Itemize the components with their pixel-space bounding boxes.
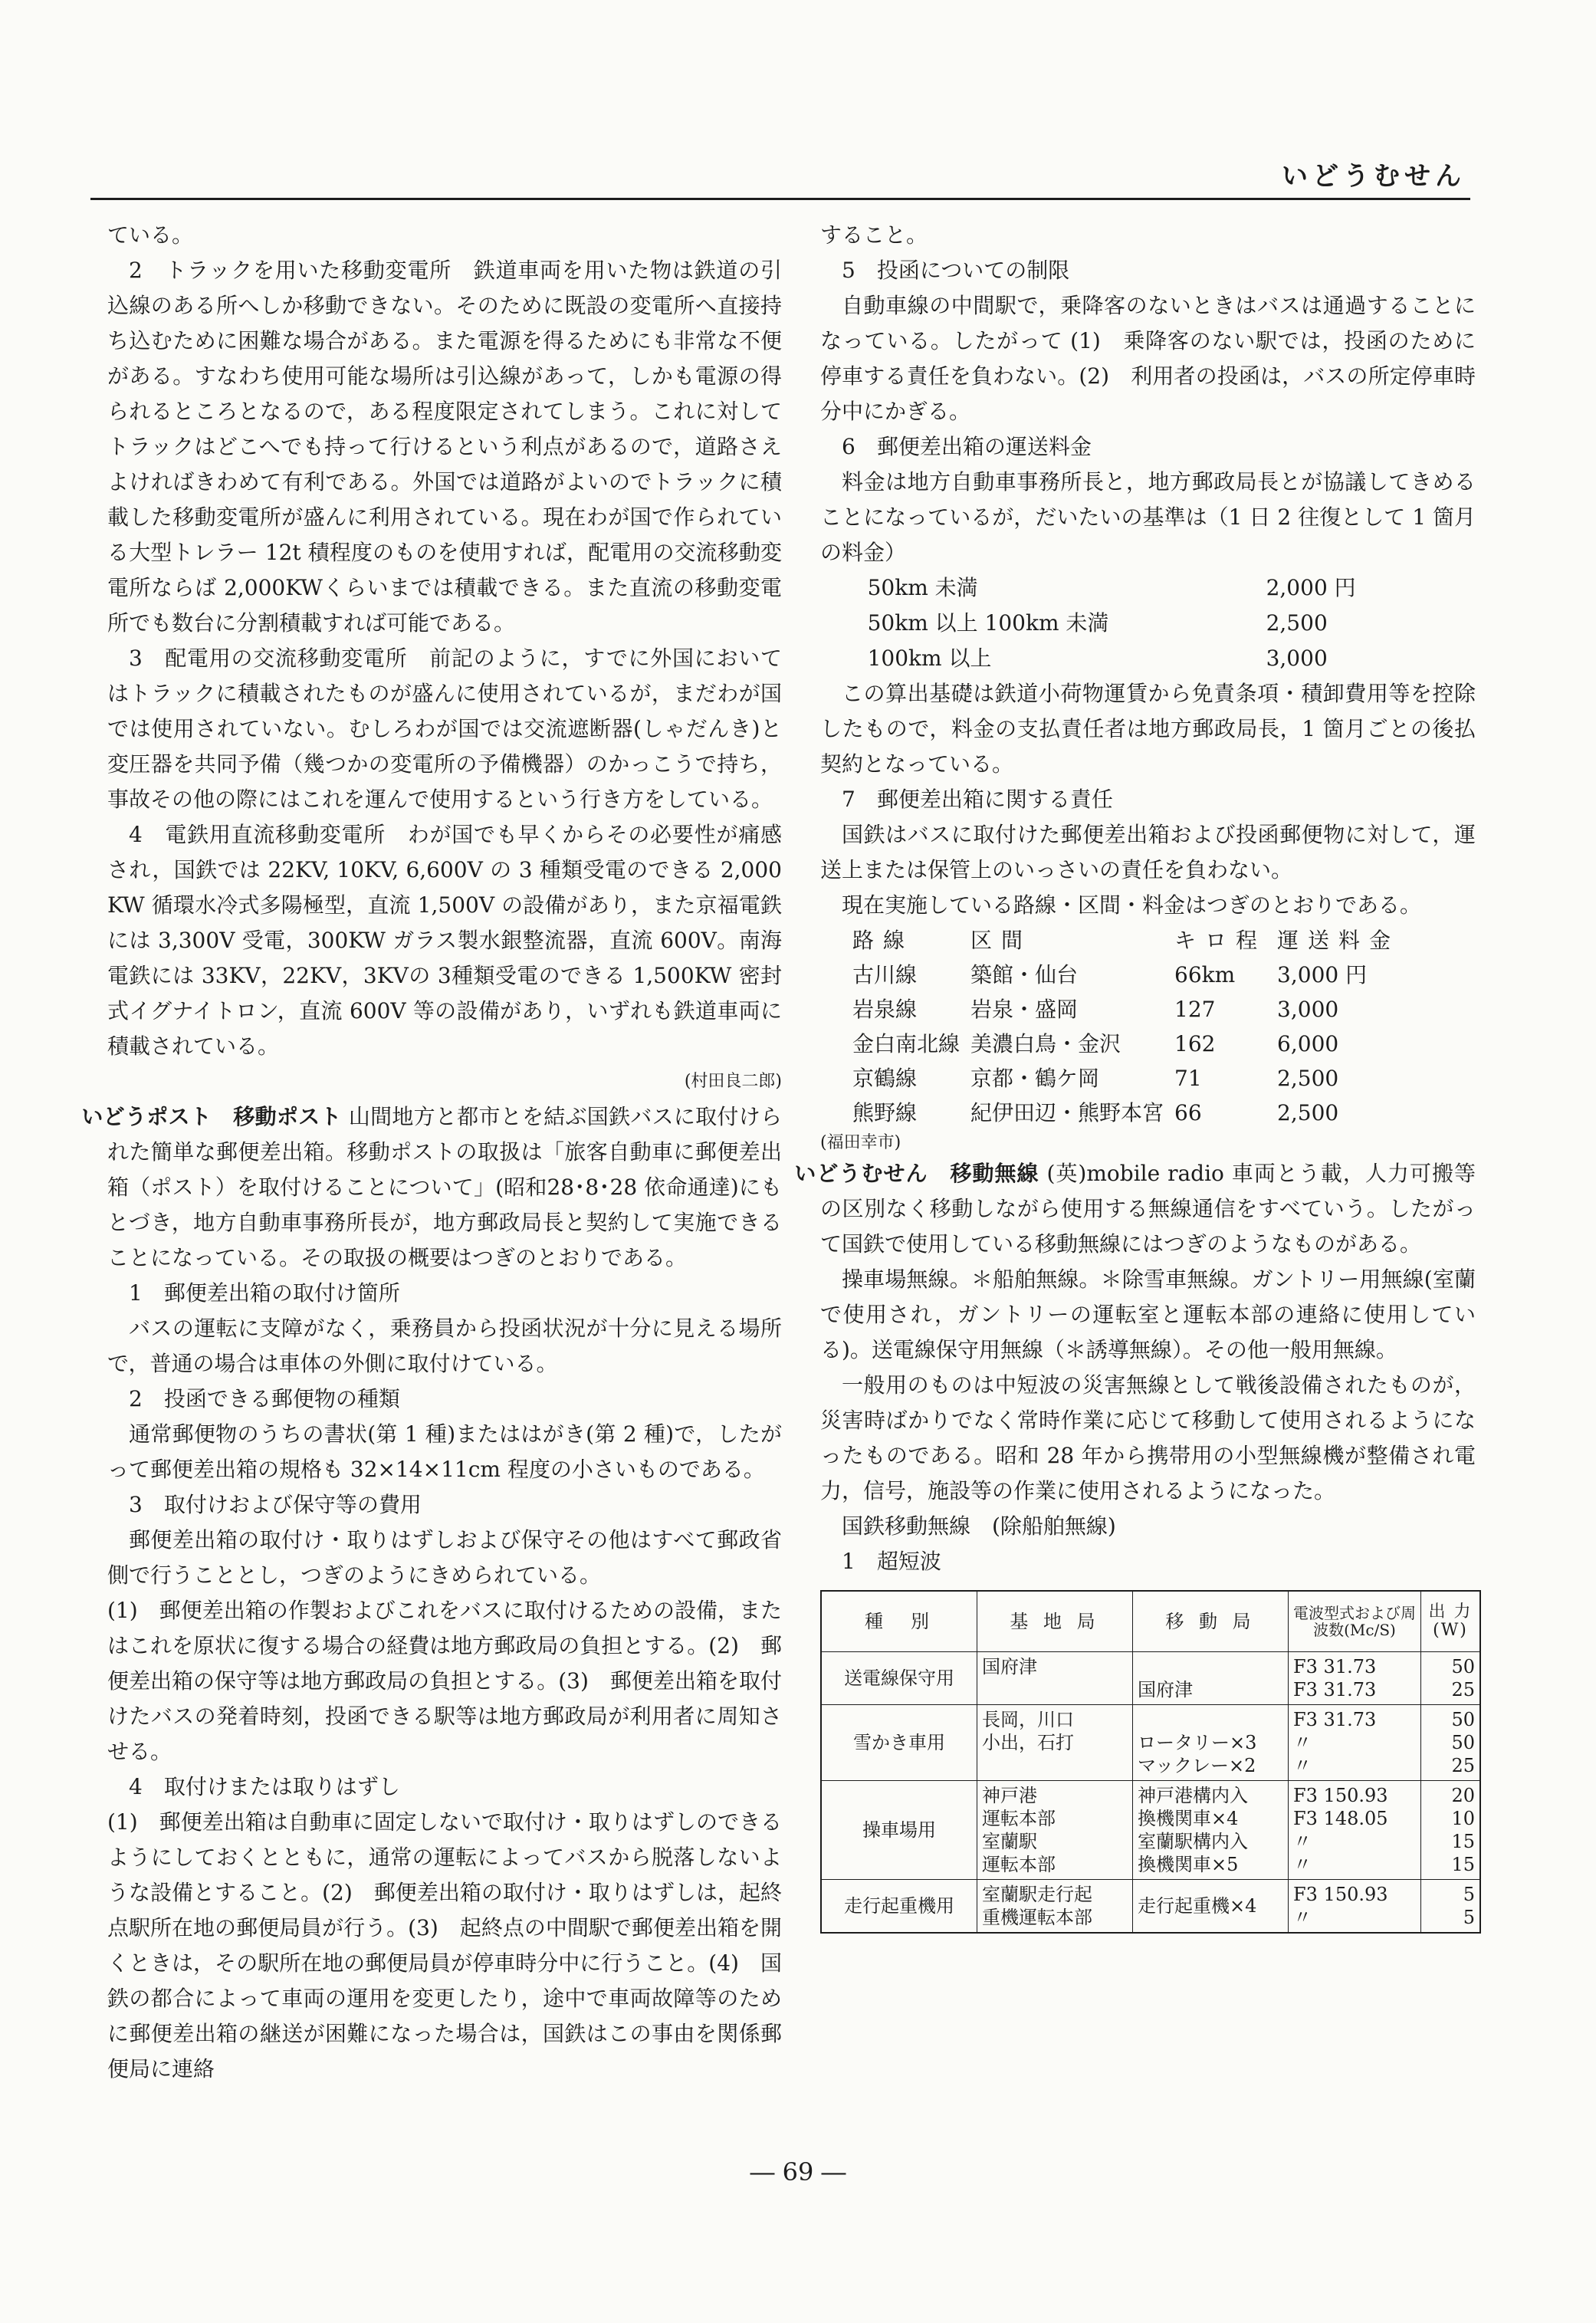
route-cell: 127 — [1174, 997, 1216, 1022]
radio-mobile-line: 換機関車×5 — [1138, 1854, 1239, 1875]
table-row — [821, 1705, 1480, 1781]
paragraph: 国鉄はバスに取付けた郵便差出箱および投函郵便物に対して，運送上または保管上のいっさいの責任を負わない。 — [820, 822, 1476, 882]
radio-freq-line: F3 31.73 — [1293, 1679, 1377, 1700]
radio-power-line: 10 — [1451, 1808, 1475, 1829]
table-row — [852, 992, 1410, 1027]
paragraph: 操車場無線。＊船舶無線。＊除雪車無線。ガントリー用無線(室蘭で使用され，ガントリーの運転室と運転本部の連絡に使用している)。送電線保守用無線（＊誘導無線）。その他一般用無線。 — [820, 1267, 1476, 1362]
radio-power-cell — [1421, 1781, 1481, 1880]
table-row — [852, 1096, 1410, 1130]
route-cell: 66km — [1174, 962, 1236, 987]
radio-freq-line: F3 150.93 — [1293, 1884, 1388, 1905]
radio-base-cell — [977, 1880, 1133, 1934]
radio-mobile-cell — [1133, 1705, 1289, 1781]
radio-freq-line: 〃 — [1293, 1854, 1312, 1875]
author-signature: (村田良二郎) — [684, 1072, 782, 1091]
radio-base-line: 運転本部 — [982, 1854, 1056, 1875]
radio-base-line: 運転本部 — [982, 1808, 1056, 1829]
radio-base-line: 室蘭駅走行起 — [982, 1884, 1092, 1905]
right-column — [794, 218, 1476, 1934]
running-header: いどうむせん — [1282, 161, 1466, 192]
radio-base-cell — [977, 1705, 1133, 1781]
radio-freq-cell — [1289, 1652, 1421, 1705]
route-cell: 美濃白鳥・金沢 — [970, 1031, 1121, 1056]
radio-freq-cell — [1289, 1781, 1421, 1880]
section-heading: 2 投函できる郵便物の種類 — [129, 1386, 400, 1411]
entry-heading: いどうむせん 移動無線 — [794, 1161, 1039, 1186]
radio-power-cell — [1421, 1880, 1481, 1934]
paragraph: バスの運転に支障がなく，乗務員から投函状況が十分に見える場所で，普通の場合は車体の外側に取付けている。 — [107, 1316, 782, 1376]
table-row — [852, 1061, 1410, 1096]
radio-freq-line: 〃 — [1293, 1831, 1312, 1852]
table-row — [821, 1781, 1480, 1880]
radio-power-line: 5 — [1463, 1884, 1475, 1905]
radio-freq-line: F3 31.73 — [1293, 1709, 1377, 1730]
radio-mobile-cell — [1133, 1781, 1289, 1880]
route-cell: 162 — [1174, 1031, 1216, 1056]
radio-header-cell: 基 地 局 — [977, 1591, 1133, 1652]
section-heading: 5 投函についての制限 — [842, 258, 1070, 283]
route-cell: 京鶴線 — [852, 1066, 918, 1091]
radio-freq-line: F3 150.93 — [1293, 1785, 1388, 1806]
section-heading: 3 取付けおよび保守等の費用 — [129, 1492, 422, 1517]
radio-power-line: 50 — [1451, 1709, 1475, 1730]
route-header-cell: 運送料金 — [1277, 928, 1401, 953]
radio-power-cell — [1421, 1705, 1481, 1781]
table-row — [852, 1027, 1410, 1061]
section-heading: 1 郵便差出箱の取付け箇所 — [129, 1280, 400, 1306]
route-cell: 3,000 — [1277, 997, 1339, 1022]
paragraph: (1) 郵便差出箱の作製およびこれをバスに取付けるための設備，またはこれを原状に復する場合の経費は地方郵政局の負担とする。(2) 郵便差出箱の保守等は地方郵政局の負担とする。(3) 郵便差出箱を取付けたバスの発着時刻，投函できる駅等は地方郵政局が利用者に周知させる。 — [107, 1598, 782, 1764]
route-cell: 京都・鶴ケ岡 — [970, 1066, 1100, 1091]
route-cell: 古川線 — [852, 962, 918, 987]
route-cell: 岩泉線 — [852, 997, 918, 1022]
paragraph: ている。 — [107, 222, 194, 248]
radio-freq-cell — [1289, 1705, 1421, 1781]
radio-base-line: 長岡，川口 — [982, 1709, 1074, 1730]
radio-mobile-cell — [1133, 1880, 1289, 1934]
paragraph: 通常郵便物のうちの書状(第 1 種)またははがき(第 2 種)で，したがって郵便差出箱の規格も 32×14×11cm 程度の小さいものである。 — [107, 1421, 782, 1482]
radio-header-cell: 電波型式および周波数(Mc/S) — [1289, 1591, 1421, 1652]
rate-distance: 50km 未満 — [867, 575, 978, 600]
route-table-header — [852, 923, 1410, 958]
radio-freq-line: 〃 — [1293, 1755, 1312, 1776]
entry-body: 山間地方と都市とを結ぶ国鉄バスに取付けられた簡単な郵便差出箱。移動ポストの取扱は「旅客自動車に郵便差出箱（ポスト）を取付けることについて」(昭和28･8･28 依命通達)にもとづき，地方自動車事務所長が，地方郵政局長と契約して実施できることになっている。その取扱の概要はつぎのとおりである。 — [107, 1104, 782, 1270]
paragraph: 現在実施している路線・区間・料金はつぎのとおりである。 — [842, 892, 1422, 918]
radio-freq-cell — [1289, 1880, 1421, 1934]
table-row — [821, 1652, 1480, 1705]
radio-mobile-line: 室蘭駅構内入 — [1138, 1831, 1248, 1852]
rate-row — [820, 641, 1476, 676]
route-cell: 紀伊田辺・熊野本宮 — [970, 1100, 1164, 1125]
rate-distance: 50km 以上 100km 未満 — [867, 610, 1109, 636]
radio-power-line: 15 — [1451, 1831, 1475, 1852]
route-cell: 2,500 — [1277, 1066, 1339, 1091]
radio-base-line: 小出，石打 — [982, 1732, 1074, 1753]
radio-power-line: 5 — [1463, 1907, 1475, 1928]
radio-mobile-line: マックレー×2 — [1138, 1755, 1256, 1776]
radio-freq-line: 〃 — [1293, 1732, 1312, 1753]
radio-type-cell: 走行起重機用 — [821, 1880, 977, 1934]
table-row — [852, 958, 1410, 992]
paragraph: すること。 — [820, 222, 928, 248]
radio-type-cell: 操車場用 — [821, 1781, 977, 1880]
radio-power-line: 50 — [1451, 1656, 1475, 1677]
radio-mobile-line: 換機関車×4 — [1138, 1808, 1239, 1829]
rate-distance: 100km 以上 — [867, 646, 992, 671]
radio-header-cell: 出 力(W) — [1421, 1591, 1481, 1652]
rate-row — [820, 606, 1476, 641]
paragraph: 3 配電用の交流移動変電所 前記のように，すでに外国においてはトラックに積載されたものが盛んに使用されているが，まだわが国では使用されていない。むしろわが国では交流遮断器(しゃだんき)と変圧器を共同予備（幾つかの変電所の予備機器）のかっこうで持ち，事故その他の際にはこれを運んで使用するという行き方をしている。 — [107, 646, 782, 812]
table-row — [821, 1880, 1480, 1934]
route-cell: 2,500 — [1277, 1100, 1339, 1125]
section-heading: 4 取付けまたは取りはずし — [129, 1774, 400, 1799]
entry-post — [81, 1099, 782, 1276]
route-cell: 66 — [1174, 1100, 1202, 1125]
radio-freq-line: 〃 — [1293, 1907, 1312, 1928]
radio-mobile-line: 走行起重機×4 — [1138, 1895, 1257, 1917]
route-header-cell: 路線 — [852, 928, 915, 953]
radio-table — [820, 1590, 1481, 1934]
page-number: ― 69 ― — [750, 2157, 846, 2187]
entry-english-term: (英)mobile radio — [1046, 1161, 1224, 1186]
header-rule — [90, 198, 1470, 200]
radio-base-line: 国府津 — [982, 1656, 1037, 1677]
radio-power-line: 25 — [1451, 1755, 1475, 1776]
radio-power-line: 25 — [1451, 1679, 1475, 1700]
radio-freq-line: F3 31.73 — [1293, 1656, 1377, 1677]
paragraph: 2 トラックを用いた移動変電所 鉄道車両を用いた物は鉄道の引込線のある所へしか移動できない。そのために既設の変電所へ直接持ち込むために困難な場合がある。また電源を得るためにも非常な不便がある。すなわち使用可能な場所は引込線があって，しかも電源の得られるところとなるので，ある程度限定されてしまう。これに対してトラックはどこへでも持って行けるという利点があるので，道路さえよければきわめて有利である。外国では道路がよいのでトラックに積載した移動変電所が盛んに利用されている。現在わが国で作られている大型トレラー 12t 積程度のものを使用すれば，配電用の交流移動変電所ならば 2,000KWくらいまでは積載できる。また直流の移動変電所でも数台に分割積載すれば可能である。 — [107, 258, 782, 636]
radio-mobile-line: ロータリー×3 — [1138, 1732, 1257, 1753]
route-cell: 岩泉・盛岡 — [970, 997, 1079, 1022]
rate-row — [820, 570, 1476, 606]
paragraph: (1) 郵便差出箱は自動車に固定しないで取付け・取りはずしのできるようにしておくとともに，通常の運転によってバスから脱落しないような設備とすること。(2) 郵便差出箱の取付け・取りはずしは，起終点駅所在地の郵便局員が行う。(3) 起終点の中間駅で郵便差出箱を開くときは，その駅所在地の郵便局員が停車時分中に行うこと。(4) 国鉄の都合によって車両の運用を変更したり，途中で車両故障等のために郵便差出箱の継送が困難になった場合は，国鉄はこの事由を関係郵便局に連絡 — [107, 1809, 782, 2082]
rate-fee: 2,000 円 — [1266, 575, 1356, 600]
radio-base-line: 室蘭駅 — [982, 1831, 1037, 1852]
route-cell: 熊野線 — [852, 1100, 918, 1125]
route-header-cell: キロ程 — [1174, 928, 1267, 953]
section-heading: 1 超短波 — [842, 1549, 941, 1574]
route-header-cell: 区間 — [970, 928, 1033, 953]
paragraph: 一般用のものは中短波の災害無線として戦後設備されたものが，災害時ばかりでなく常時作業に応じて移動して使用されるようになったものである。昭和 28 年から携帯用の小型無線機が整備され電力，信号，施設等の作業に使用されるようになった。 — [820, 1372, 1476, 1503]
radio-freq-line: F3 148.05 — [1293, 1808, 1388, 1829]
entry-body: 車両とう載，人力可搬等の区別なく移動しながら使用する無線通信をすべていう。したがって国鉄で使用している移動無線にはつぎのようなものがある。 — [820, 1161, 1476, 1257]
route-cell: 金白南北線 — [852, 1031, 961, 1056]
radio-power-line: 50 — [1451, 1732, 1475, 1753]
paragraph: 郵便差出箱の取付け・取りはずしおよび保守その他はすべて郵政省側で行うこととし，つぎのようにきめられている。 — [107, 1527, 782, 1588]
route-cell: 築館・仙台 — [970, 962, 1079, 987]
radio-type-cell: 雪かき車用 — [821, 1705, 977, 1781]
radio-mobile-line: 神戸港構内入 — [1138, 1785, 1248, 1806]
radio-power-cell — [1421, 1652, 1481, 1705]
radio-base-line: 神戸港 — [982, 1785, 1037, 1806]
paragraph: 料金は地方自動車事務所長と，地方郵政局長とが協議してきめることになっているが，だいたいの基準は（1 日 2 往復として 1 箇月の料金） — [820, 469, 1476, 565]
entry-heading: いどうポスト 移動ポスト — [81, 1104, 342, 1129]
left-column — [81, 218, 782, 2087]
rate-fee: 2,500 — [1266, 610, 1328, 636]
author-signature: (福田幸市) — [820, 1133, 901, 1152]
radio-table-header — [821, 1591, 1480, 1652]
section-heading: 7 郵便差出箱に関する責任 — [842, 787, 1113, 812]
radio-base-cell — [977, 1652, 1133, 1705]
radio-mobile-cell — [1133, 1652, 1289, 1705]
radio-power-line: 15 — [1451, 1854, 1475, 1875]
radio-header-cell: 種 別 — [821, 1591, 977, 1652]
section-heading: 6 郵便差出箱の運送料金 — [842, 434, 1092, 459]
paragraph: 4 電鉄用直流移動変電所 わが国でも早くからその必要性が痛感され，国鉄では 22KV, 10KV, 6,600V の 3 種類受電のできる 2,000KW 循環水冷式多陽極型，直流 1,500V の設備があり，また京福電鉄には 3,300V 受電，300KW ガラス製水銀整流器，直流 600V。南海電鉄には 33KV，22KV，3KVの 3種類受電のできる 1,500KW 密封式イグナイトロン，直流 600V 等の設備があり，いずれも鉄道車両に積載されている。 — [107, 822, 782, 1059]
section-heading: 国鉄移動無線 (除船舶無線) — [842, 1513, 1116, 1539]
rate-fee: 3,000 — [1266, 646, 1328, 671]
radio-header-cell: 移 動 局 — [1133, 1591, 1289, 1652]
route-table — [852, 923, 1410, 1130]
route-cell: 6,000 — [1277, 1031, 1339, 1056]
radio-type-cell: 送電線保守用 — [821, 1652, 977, 1705]
radio-base-cell — [977, 1781, 1133, 1880]
route-cell: 3,000 円 — [1277, 962, 1368, 987]
radio-base-line: 重機運転本部 — [982, 1907, 1092, 1928]
paragraph: この算出基礎は鉄道小荷物運賃から免責条項・積卸費用等を控除したもので，料金の支払責任者は地方郵政局長，1 箇月ごとの後払契約となっている。 — [820, 681, 1476, 777]
radio-mobile-line: 国府津 — [1138, 1679, 1193, 1700]
radio-power-line: 20 — [1451, 1785, 1475, 1806]
route-cell: 71 — [1174, 1066, 1202, 1091]
entry-radio — [794, 1156, 1476, 1262]
paragraph: 自動車線の中間駅で，乗降客のないときはバスは通過することになっている。したがって (1) 乗降客のない駅では，投函のために停車する責任を負わない。(2) 利用者の投函は，バスの所定停車時分中にかぎる。 — [820, 293, 1476, 424]
